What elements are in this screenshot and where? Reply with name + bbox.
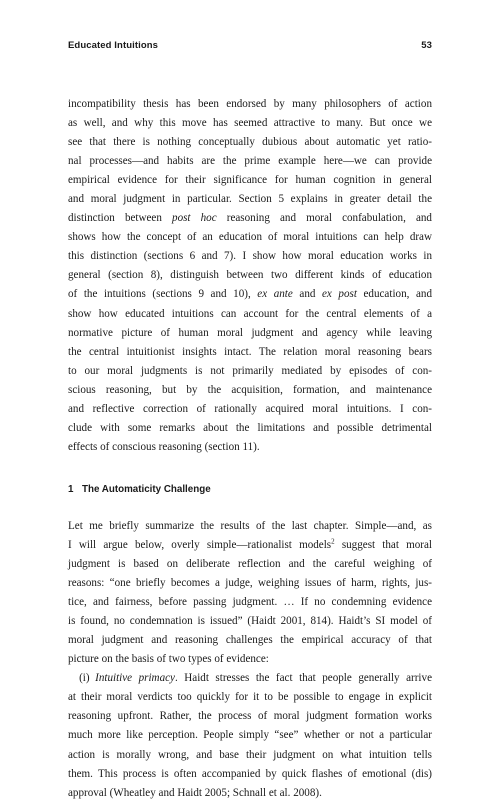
italic-term: post hoc [172, 212, 217, 225]
text-line: approval (Wheatley and Haidt 2005; Schnall et al. 2008). [68, 786, 322, 799]
paragraph-summary [68, 517, 432, 669]
running-head [68, 40, 432, 51]
text-line: picture on the basis of two types of evidence: [68, 653, 269, 666]
text-line: them. This process is often accompanied by quick flashes of emotional (dis) [68, 767, 432, 780]
text-line: incompatibility thesis has been endorsed by many philosophers of action [68, 98, 432, 110]
running-title: Educated Intuitions [68, 40, 159, 51]
text-line: reasoning upfront. Rather, the process of moral judgment formation works [68, 710, 432, 723]
text-line: at their moral verdicts too quickly for it to be possible to engage in explicit [68, 691, 432, 704]
text-line: reasons: “one briefly becomes a judge, weighing issues of harm, rights, jus- [68, 577, 432, 590]
page-number: 53 [421, 40, 432, 51]
text-line: I will argue below, overly simple—rationalist models$^2$ suggest that moral [68, 537, 432, 551]
text-line: as well, and why this move has seemed attractive to many. But once we [68, 117, 432, 130]
text-line: and reflective correction of rationally acquired moral intuitions. I con- [68, 402, 432, 415]
text-line: to our moral judgments is not primarily mediated by episodes of con- [68, 364, 432, 377]
text-line: distinction between post hoc reasoning and moral confabulation, and [68, 212, 432, 225]
italic-term: ex ante [257, 288, 293, 301]
text-line: see that there is nothing conceptually dubious about automatic yet ratio- [68, 136, 432, 149]
paragraph-intro [68, 95, 432, 457]
italic-term: ex post [322, 288, 357, 301]
text-line: and moral judgment in particular. Section 5 explains in greater detail the [68, 193, 432, 206]
text-line: effects of conscious reasoning (section 11). [68, 440, 260, 453]
text-line: scious reasoning, but by the acquisition, formation, and maintenance [68, 383, 432, 396]
text-line: general (section 8), distinguish between two different kinds of education [68, 269, 432, 282]
text-line: Let me briefly summarize the results of the last chapter. Simple—and, as [68, 519, 432, 532]
text-line: the central intuitionist insights intact. The relation moral reasoning bears [68, 345, 432, 358]
text-line: normative picture of human moral judgment and agency while leaving [68, 326, 432, 339]
text-line: judgment is based on deliberate reflection and the careful weighing of [68, 558, 432, 571]
italic-term: Intuitive primacy [95, 672, 175, 685]
text-line: clude with some remarks about the limitations and possible detrimental [68, 421, 432, 434]
text-line: moral judgment and reasoning challenges the empirical accuracy of that [68, 634, 432, 647]
text-line: action is morally wrong, and base their judgment on what intuition tells [68, 748, 432, 761]
section-number: 1 [68, 483, 74, 495]
text-line: nal processes—and habits are the prime example here—we can provide [68, 155, 432, 168]
text-line: show how educated intuitions can account for the central elements of a [68, 307, 432, 320]
text-line: of the intuitions (sections 9 and 10), ex ante and ex post education, and [68, 288, 432, 301]
text-line: much more like perception. People simply “see” whether or not a particular [68, 729, 432, 742]
text-line: this distinction (sections 6 and 7). I show how moral education works in [68, 250, 432, 263]
paragraph-intuitive-primacy [68, 669, 432, 802]
footnote-marker: 2 [331, 537, 335, 546]
text-line: empirical evidence for their significance for human cognition in general [68, 174, 432, 187]
text-line: shows how the concept of an education of moral intuitions can help draw [68, 231, 432, 244]
text-line: (i) Intuitive primacy. Haidt stresses the fact that people generally arrive [68, 672, 432, 685]
text-line: tice, and fairness, before passing judgment. … If no condemning evidence [68, 596, 432, 609]
text-line: is found, no condemnation is issued” (Haidt 2001, 814). Haidt’s SI model of [68, 615, 432, 628]
section-title: The Automaticity Challenge [82, 483, 211, 495]
section-heading [68, 480, 432, 499]
body-text [68, 95, 432, 803]
